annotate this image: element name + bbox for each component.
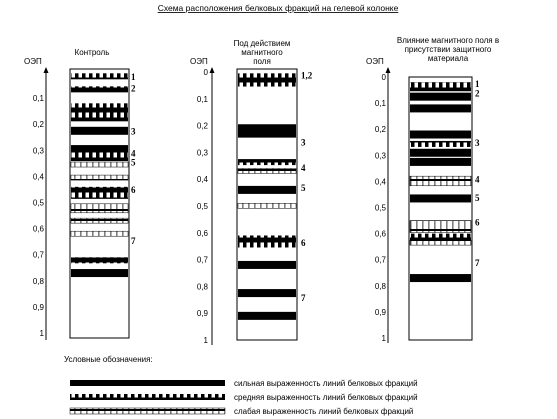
axis-tick-label: 0,5 [196, 202, 208, 211]
fraction-label: 6 [301, 237, 306, 248]
protein-band-weak [238, 203, 296, 208]
axis-tick-label: 0,8 [196, 282, 208, 292]
protein-band-weak [71, 204, 128, 213]
protein-band-weak [71, 218, 128, 223]
column-protective-material [366, 36, 499, 343]
protein-band-medium [71, 103, 128, 121]
axis-label-oep: ОЭП [366, 57, 384, 66]
axis-tick-label: 1 [381, 334, 386, 343]
protein-band-weak [71, 162, 128, 167]
column-header-line: Под действием [233, 39, 291, 48]
legend [64, 355, 418, 416]
axis-tick-label: 0,9 [374, 307, 386, 317]
axis-tick-label: 0,8 [374, 281, 386, 291]
protein-band-strong [410, 149, 471, 157]
protein-band-weak [238, 168, 296, 173]
axis-tick-label: 0,7 [196, 255, 208, 265]
protein-band-strong [238, 289, 296, 297]
fraction-label: 5 [301, 182, 306, 193]
axis-arrow-icon [44, 67, 49, 73]
fraction-label: 3 [301, 137, 306, 148]
axis-tick-label: 0,1 [196, 94, 208, 104]
axis-label-oep: ОЭП [190, 57, 208, 66]
gel-column-box [409, 77, 472, 340]
axis-tick-label: 0,4 [196, 175, 208, 185]
column-header-line: Контроль [74, 48, 110, 57]
axis-tick-label: 0,2 [196, 121, 208, 131]
fraction-label: 3 [131, 126, 136, 137]
column-header-line: присутствии защитного [404, 45, 492, 54]
axis-tick-label: 0,4 [32, 172, 44, 182]
legend-swatch-strong [70, 380, 225, 386]
column-header-line: материала [427, 54, 469, 63]
fraction-label: 6 [475, 217, 480, 228]
axis-tick-label: 0,7 [32, 250, 44, 260]
legend-title: Условные обозначения: [64, 355, 153, 364]
axis-tick-label: 0,6 [32, 224, 44, 234]
axis-tick-label: 0,6 [374, 229, 386, 239]
legend-item-label: средняя выраженность линий белковых фракций [234, 393, 418, 402]
protein-band-weak [71, 175, 128, 180]
protein-band-weak [410, 240, 471, 245]
protein-band-strong [410, 93, 471, 101]
protein-band-strong [410, 194, 471, 202]
fraction-label: 5 [131, 157, 136, 168]
protein-band-medium [238, 73, 296, 86]
axis-arrow-icon [210, 67, 215, 73]
legend-item-label: сильная выраженность линий белковых фракций [234, 379, 418, 388]
axis-tick-label: 0,2 [32, 120, 44, 130]
protein-band-medium [71, 73, 128, 79]
protein-band-medium [238, 235, 296, 247]
column-header-line: Влияние магнитного поля в [396, 36, 500, 45]
fraction-label: 2 [475, 88, 480, 99]
protein-band-medium [71, 257, 128, 263]
axis-tick-label: 1 [203, 336, 208, 345]
fraction-label: 4 [131, 148, 136, 159]
axis-label-oep: ОЭП [24, 57, 42, 66]
axis-tick-label: 0,8 [32, 276, 44, 286]
axis-tick-label: 0,1 [374, 99, 386, 109]
protein-band-medium [71, 187, 128, 199]
protein-band-strong [238, 130, 296, 138]
protein-band-strong [410, 131, 471, 139]
fraction-label: 4 [475, 174, 480, 185]
protein-band-medium [410, 82, 471, 91]
protein-band-strong [410, 158, 471, 166]
axis-tick-label: 0,3 [196, 148, 208, 158]
legend-swatch-medium [70, 394, 225, 400]
axis-tick-label: 0,5 [374, 203, 386, 213]
fraction-label: 7 [131, 236, 136, 247]
fraction-label: 1,2 [301, 70, 313, 81]
protein-band-medium [71, 86, 128, 92]
protein-band-strong [71, 127, 128, 135]
axis-tick-label: 0,9 [196, 309, 208, 319]
fraction-label: 5 [475, 192, 480, 203]
fraction-label: 4 [301, 162, 306, 173]
axis-tick-label: 0,2 [374, 125, 386, 135]
protein-band-strong [71, 269, 128, 277]
protein-band-strong [238, 312, 296, 320]
axis-tick-label: 0 [203, 68, 208, 77]
axis-tick-label: 1 [39, 329, 44, 338]
column-control [24, 48, 136, 340]
fraction-label: 1 [131, 72, 136, 83]
protein-band-strong [410, 104, 471, 112]
protein-band-weak [410, 176, 471, 186]
axis-tick-label: 0,9 [32, 302, 44, 312]
axis-tick-label: 0,3 [32, 146, 44, 156]
fraction-label: 3 [475, 137, 480, 148]
legend-item-label: слабая выраженность линий белковых фракций [234, 407, 414, 416]
axis-tick-label: 0,4 [374, 177, 386, 187]
protein-band-medium [238, 159, 296, 165]
axis-arrow-icon [386, 67, 391, 73]
protein-band-strong [238, 261, 296, 269]
axis-tick-label: 0,6 [196, 228, 208, 238]
column-magnetic-field [190, 39, 313, 345]
protein-band-medium [410, 141, 471, 147]
column-header-line: поля [253, 57, 271, 66]
axis-tick-label: 0 [381, 73, 386, 82]
fraction-label: 2 [131, 83, 136, 94]
diagram-title: Схема расположения белковых фракций на гелевой колонке [157, 3, 399, 13]
protein-band-weak [410, 221, 471, 233]
protein-band-strong [238, 186, 296, 194]
axis-tick-label: 0,3 [374, 151, 386, 161]
protein-band-medium [71, 152, 128, 158]
axis-tick-label: 0,5 [32, 198, 44, 208]
column-header-line: магнитного [241, 48, 283, 57]
axis-tick-label: 0,7 [374, 255, 386, 265]
fraction-label: 7 [475, 258, 480, 269]
fraction-label: 7 [301, 292, 306, 303]
protein-band-weak [71, 231, 128, 236]
axis-tick-label: 0,1 [32, 94, 44, 104]
fraction-label: 6 [131, 185, 136, 196]
fraction-label: 1 [475, 79, 480, 90]
protein-band-strong [410, 274, 471, 282]
legend-swatch-weak [70, 408, 225, 414]
